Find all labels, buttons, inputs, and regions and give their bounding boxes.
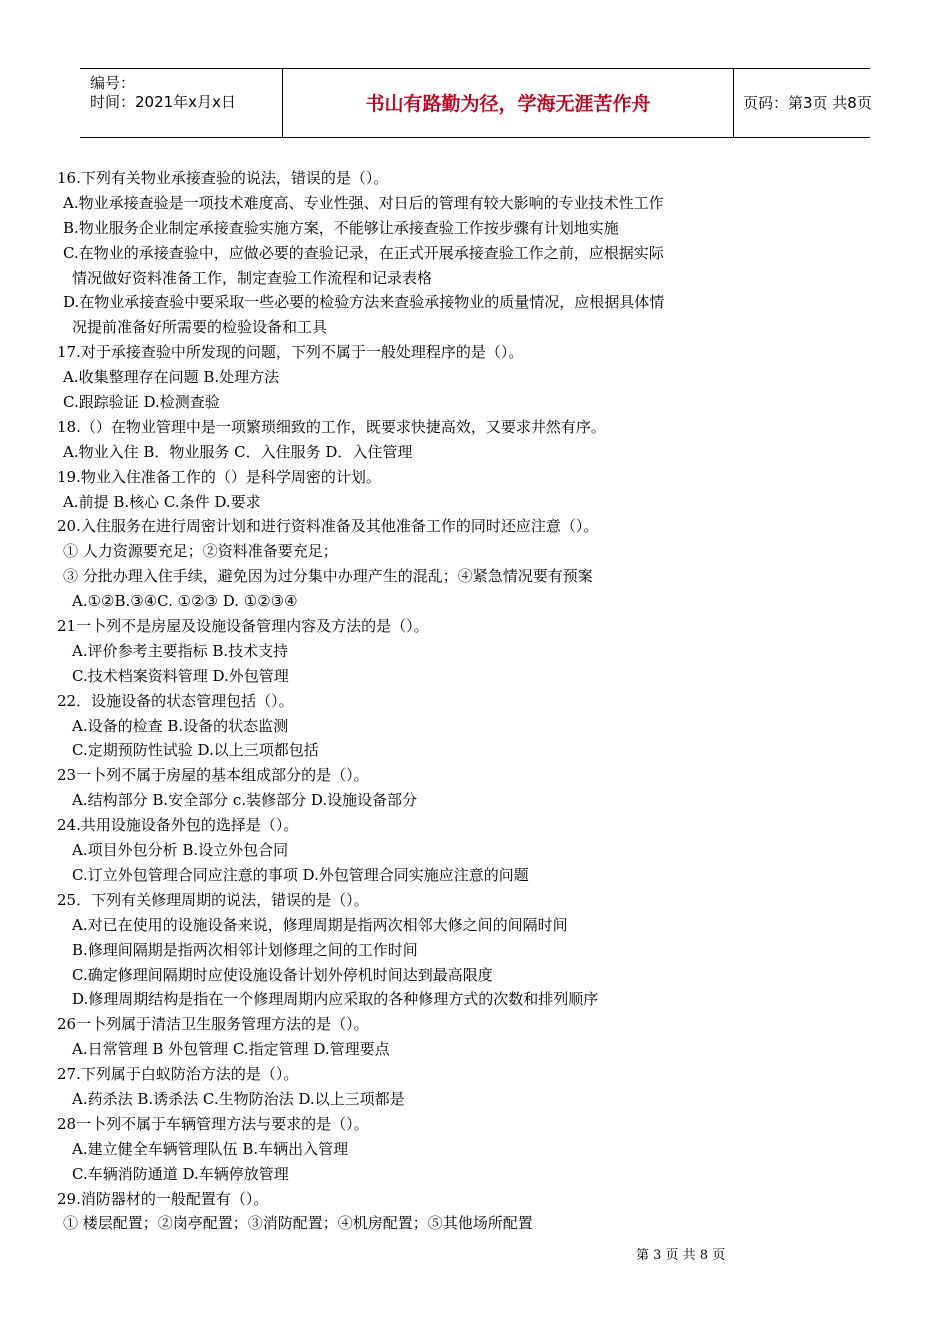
question-option-line: C.定期预防性试验 D.以上三项都包括: [72, 741, 319, 760]
question-stem: 16.下列有关物业承接查验的说法，错误的是（）。: [57, 169, 389, 187]
page-header: [80, 68, 870, 138]
question-stem: 25．下列有关修理周期的说法，错误的是（）。: [57, 890, 369, 909]
question-stem: 24.共用设施设备外包的选择是（）。: [57, 816, 299, 835]
question-option-line: A.收集整理存在问题 B.处理方法: [63, 368, 280, 387]
question-option-line: A.药杀法 B.诱杀法 C.生物防治法 D.以上三项都是: [72, 1089, 405, 1108]
question-option-line: C.跟踪验证 D.检测查验: [63, 393, 220, 412]
question-option-line: ① 人力资源要充足；②资料准备要充足；: [63, 542, 338, 561]
question-stem: 19.物业入住准备工作的（）是科学周密的计划。: [57, 467, 381, 486]
question-option-line: A.对已在使用的设施设备来说，修理周期是指两次相邻大修之间的间隔时间: [72, 915, 568, 934]
question-stem: 20.入住服务在进行周密计划和进行资料准备及其他准备工作的同时还应注意（）。: [57, 517, 599, 536]
header-right-cell: [733, 69, 870, 137]
question-option-line: C.确定修理间隔期时应使设施设备计划外停机时间达到最高限度: [72, 965, 493, 984]
document-id-label: 编号：: [90, 74, 136, 92]
question-stem: 18.（）在物业管理中是一项繁琐细致的工作，既要求快捷高效，又要求井然有序。: [57, 417, 606, 436]
header-middle-cell: [282, 69, 734, 137]
question-option-line: A.结构部分 B.安全部分 c.装修部分 D.设施设备部分: [72, 791, 418, 810]
question-option-line: A.评价参考主要指标 B.技术支持: [72, 641, 289, 660]
question-option-line: C.订立外包管理合同应注意的事项 D.外包管理合同实施应注意的问题: [72, 865, 529, 884]
question-option-line: A.项目外包分析 B.设立外包合同: [72, 841, 289, 860]
question-stem: 21一卜列不是房屋及设施设备管理内容及方法的是（）。: [57, 617, 429, 636]
question-option-line: C.车辆消防通道 D.车辆停放管理: [72, 1164, 289, 1183]
document-time-label: 时间：2021年x月x日: [90, 93, 236, 111]
question-option-line: 情况做好资料准备工作，制定查验工作流程和记录表格: [72, 268, 433, 287]
question-option-line: A.建立健全车辆管理队伍 B.车辆出入管理: [72, 1139, 349, 1158]
question-option-line: A.物业承接查验是一项技术难度高、专业性强、对日后的管理有较大影响的专业技术性工作: [63, 193, 664, 212]
question-option-line: A.日常管理 B 外包管理 C.指定管理 D.管理要点: [72, 1040, 390, 1059]
page-footer: 第 3 页 共 8 页: [636, 1248, 726, 1263]
question-option-line: A.①②B.③④C. ①②③ D. ①②③④: [72, 592, 298, 611]
header-motto: 书山有路勤为径，学海无涯苦作舟: [365, 93, 651, 115]
question-stem: 29.消防器材的一般配置有（）。: [57, 1189, 269, 1208]
question-option-line: ① 楼层配置；②岗亭配置；③消防配置；④机房配置；⑤其他场所配置: [63, 1214, 533, 1233]
question-stem: 27.下列属于白蚁防治方法的是（）。: [57, 1065, 299, 1084]
question-option-line: A.物业入住 B．物业服务 C．入住服务 D．入住管理: [63, 442, 413, 461]
header-left-cell: [80, 69, 282, 137]
question-option-line: B.物业服务企业制定承接查验实施方案，不能够让承接查验工作按步骤有计划地实施: [63, 218, 619, 237]
question-stem: 17.对于承接查验中所发现的问题，下列不属于一般处理程序的是（）。: [57, 343, 524, 362]
question-option-line: C.技术档案资料管理 D.外包管理: [72, 666, 289, 685]
question-option-line: ③ 分批办理入住手续，避免因为过分集中办理产生的混乱；④紧急情况要有预案: [63, 567, 593, 586]
question-option-line: D.在物业承接查验中要采取一些必要的检验方法来查验承接物业的质量情况，应根据具体情: [63, 293, 665, 312]
header-page-info: 页码：第3页 共8页: [743, 94, 872, 112]
question-stem: 22．设施设备的状态管理包括（）。: [57, 691, 294, 710]
question-stem: 23一卜列不属于房屋的基本组成部分的是（）。: [57, 766, 369, 785]
question-content: [57, 166, 757, 1236]
question-option-line: B.修理间隔期是指两次相邻计划修理之间的工作时间: [72, 940, 418, 959]
question-stem: 26一卜列属于清洁卫生服务管理方法的是（）。: [57, 1015, 369, 1034]
question-option-line: D.修理周期结构是指在一个修理周期内应采取的各种修理方式的次数和排列顺序: [72, 990, 599, 1009]
question-option-line: A.设备的检查 B.设备的状态监测: [72, 716, 289, 735]
question-option-line: A.前提 B.核心 C.条件 D.要求: [63, 492, 261, 511]
question-option-line: 况提前准备好所需要的检验设备和工具: [72, 318, 328, 337]
question-stem: 28一卜列不属于车辆管理方法与要求的是（）。: [57, 1114, 369, 1133]
question-option-line: C.在物业的承接查验中，应做必要的查验记录，在正式开展承接查验工作之前，应根据实际: [63, 243, 664, 262]
